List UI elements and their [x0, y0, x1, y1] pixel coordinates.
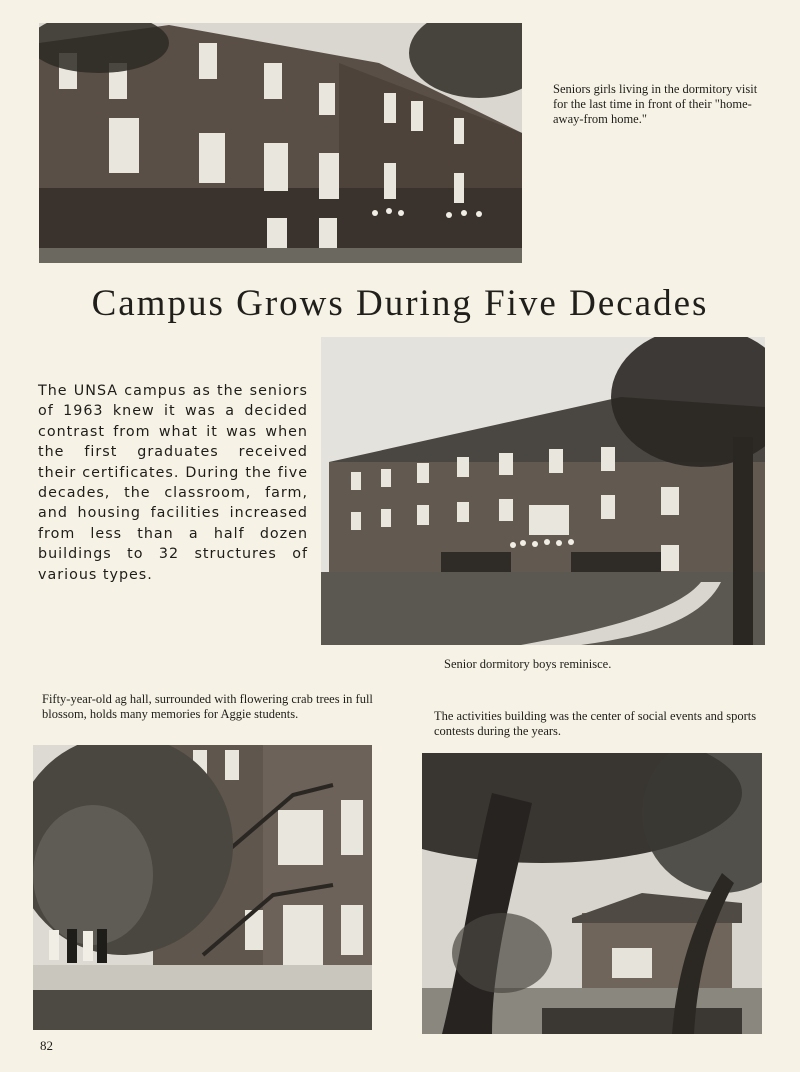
activities-building-photo	[422, 753, 762, 1034]
girls-dormitory-photo	[39, 23, 522, 263]
girls-dormitory-caption: Seniors girls living in the dormitory visit for the last time in front of their "home-away-from home."	[553, 82, 758, 126]
boys-dormitory-caption: Senior dormitory boys reminisce.	[444, 657, 612, 671]
boys-dormitory-photo	[321, 337, 765, 645]
ag-hall-photo	[33, 745, 372, 1030]
page-number: 82	[40, 1038, 53, 1053]
activities-building-caption: The activities building was the center of social events and sports contests during the years.	[434, 709, 757, 738]
article-body: The UNSA campus as the seniors of 1963 knew it was a decided contrast from what it was when the first graduates received their certificates. During the five decades, the classroom, farm, and housing facilities increased from less than a half dozen buildings to 32 structures of various types.	[38, 383, 308, 583]
page-title: Campus Grows During Five Decades	[91, 283, 709, 324]
ag-hall-caption: Fifty-year-old ag hall, surrounded with flowering crab trees in full blossom, holds many memories for Aggie students.	[42, 692, 373, 721]
